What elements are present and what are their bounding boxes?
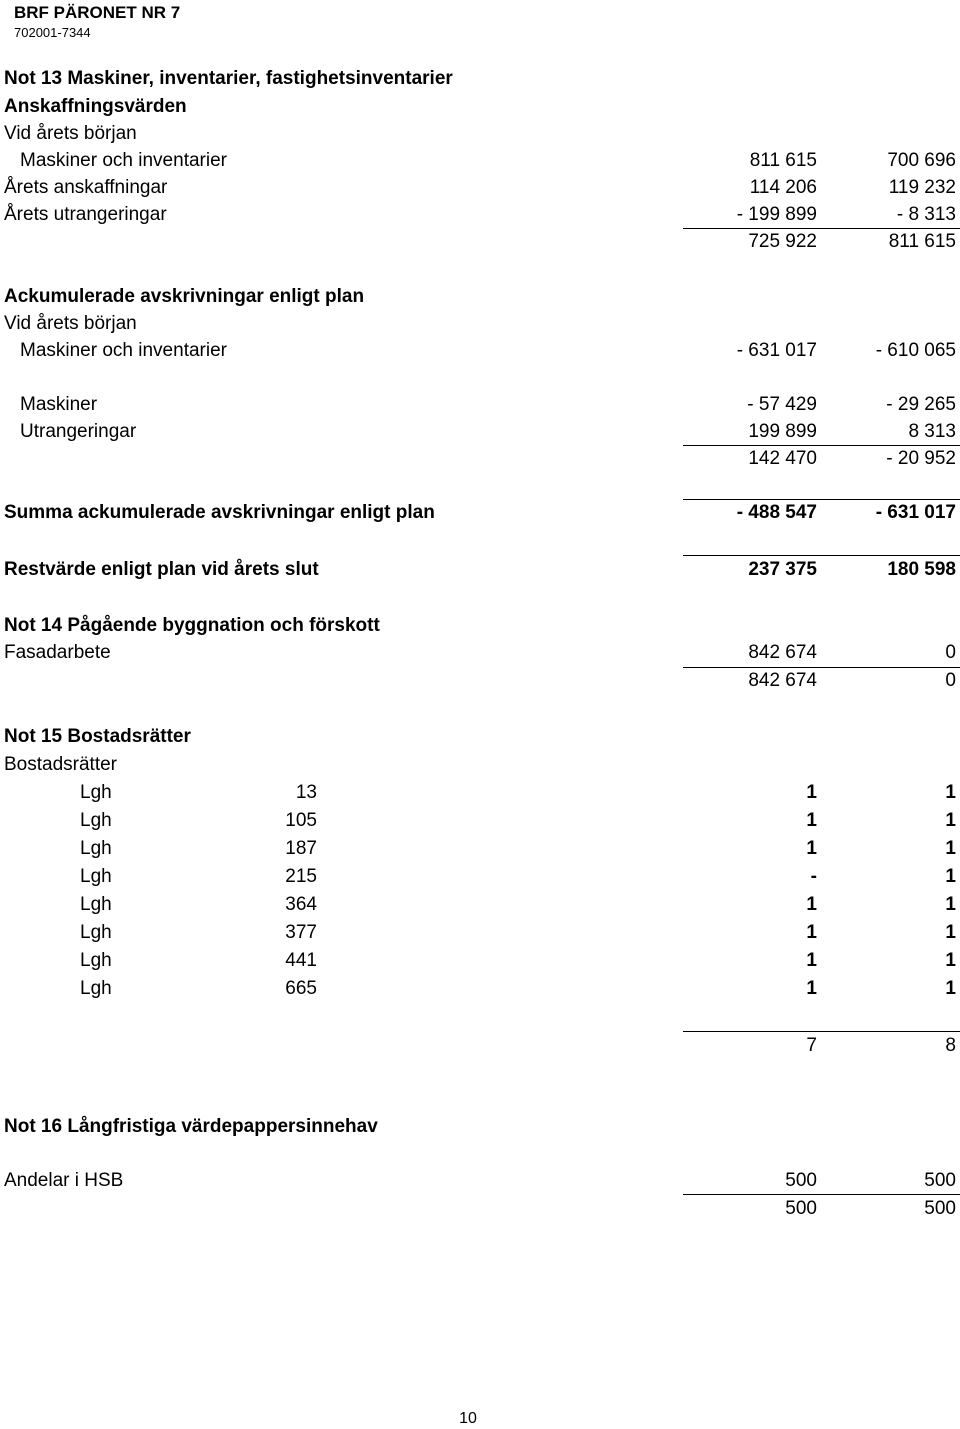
acq-heading-row: [0, 94, 960, 120]
row-label: Maskiner och inventarier: [20, 340, 227, 361]
value-current: 199 899: [748, 421, 817, 442]
note15-sub-row: [0, 752, 960, 778]
note15-heading: Not 15 Bostadsrätter: [4, 726, 191, 747]
acq-heading: Anskaffningsvärden: [4, 96, 187, 117]
value-previous: 119 232: [888, 177, 956, 198]
apartment-number: 441: [285, 950, 317, 971]
apartment-label: Lgh: [80, 866, 112, 887]
value-previous: - 20 952: [886, 448, 956, 469]
company-name: BRF PÄRONET NR 7: [14, 3, 181, 22]
value-current: 1: [806, 782, 817, 803]
value-current: - 488 547: [736, 502, 817, 523]
row-label: Fasadarbete: [4, 642, 111, 663]
dep-row: [0, 392, 960, 418]
apartment-number: 187: [285, 838, 317, 859]
apartment-number: 215: [285, 866, 317, 887]
row-label: Årets utrangeringar: [4, 204, 167, 225]
value-current: 500: [785, 1170, 817, 1191]
note16-heading: Not 16 Långfristiga värdepappersinnehav: [4, 1116, 378, 1137]
value-previous: 500: [924, 1170, 956, 1191]
apartment-label: Lgh: [80, 782, 112, 803]
dep-row: [0, 419, 960, 445]
value-current: - 57 429: [747, 394, 817, 415]
apartment-number: 364: [285, 894, 317, 915]
dep-subtotal-row: [0, 446, 960, 472]
value-current: - 199 899: [736, 204, 817, 225]
value-current: 842 674: [748, 642, 817, 663]
org-number: 702001-7344: [14, 25, 91, 40]
apartment-row: [0, 864, 960, 890]
note14-heading: Not 14 Pågående byggnation och förskott: [4, 615, 380, 636]
note16-total-row: [0, 1196, 960, 1222]
apartment-label: Lgh: [80, 810, 112, 831]
value-previous: 1: [945, 922, 956, 943]
apartment-label: Lgh: [80, 950, 112, 971]
apartment-number: 377: [285, 922, 317, 943]
value-previous: 500: [924, 1198, 956, 1219]
value-current: 842 674: [748, 670, 817, 691]
value-previous: 0: [945, 642, 956, 663]
acq-row: [0, 148, 960, 174]
apartment-row: [0, 948, 960, 974]
value-current: 7: [806, 1035, 817, 1056]
acq-start-label: Vid årets början: [4, 123, 137, 144]
apartment-row: [0, 836, 960, 862]
row-label: Andelar i HSB: [4, 1170, 124, 1191]
apartment-row: [0, 808, 960, 834]
note15-heading-row: [0, 724, 960, 750]
value-current: 1: [806, 894, 817, 915]
dep-start-values-row: [0, 338, 960, 364]
value-previous: 1: [945, 782, 956, 803]
value-current: 725 922: [748, 231, 817, 252]
apartment-row: [0, 920, 960, 946]
apartment-label: Lgh: [80, 894, 112, 915]
apartment-number: 13: [295, 782, 317, 803]
row-label: Maskiner: [20, 394, 98, 415]
value-current: 237 375: [748, 559, 817, 580]
value-previous: 8: [945, 1035, 956, 1056]
value-previous: 1: [945, 894, 956, 915]
value-previous: 1: [945, 866, 956, 887]
acq-row: [0, 202, 960, 228]
row-label: Summa ackumulerade avskrivningar enligt plan: [4, 502, 435, 523]
value-current: 811 615: [749, 150, 817, 171]
row-label: Maskiner och inventarier: [20, 150, 227, 171]
value-current: 114 206: [749, 177, 817, 198]
dep-start-label: Vid årets början: [4, 313, 137, 334]
note14-total-row: [0, 668, 960, 694]
note13-heading: Not 13 Maskiner, inventarier, fastighetsinventarier: [4, 68, 453, 89]
value-previous: 700 696: [887, 150, 956, 171]
note14-row: [0, 640, 960, 666]
dep-start-row: [0, 311, 960, 337]
dep-sum-row: [0, 500, 960, 526]
value-current: -: [810, 866, 817, 887]
apartment-label: Lgh: [80, 922, 112, 943]
note14-heading-row: [0, 613, 960, 639]
apartment-label: Lgh: [80, 838, 112, 859]
value-previous: 8 313: [908, 421, 956, 442]
value-previous: - 29 265: [886, 394, 956, 415]
value-previous: - 631 017: [875, 502, 956, 523]
value-previous: - 610 065: [875, 340, 956, 361]
value-current: 1: [806, 922, 817, 943]
note16-heading-row: [0, 1114, 960, 1140]
value-previous: 180 598: [887, 559, 956, 580]
dep-heading-row: [0, 284, 960, 310]
value-previous: 0: [945, 670, 956, 691]
value-previous: 1: [945, 978, 956, 999]
value-current: 1: [806, 950, 817, 971]
apartment-number: 105: [285, 810, 317, 831]
page-number: 10: [459, 1410, 477, 1427]
value-previous: 811 615: [888, 231, 956, 252]
note15-sub-label: Bostadsrätter: [4, 754, 117, 775]
value-current: - 631 017: [736, 340, 817, 361]
acq-row: [0, 175, 960, 201]
divider: [683, 1031, 960, 1032]
row-label: Utrangeringar: [20, 421, 137, 442]
value-previous: 1: [945, 810, 956, 831]
acq-start-row: [0, 121, 960, 147]
row-label: Restvärde enligt plan vid årets slut: [4, 559, 319, 580]
value-current: 142 470: [748, 448, 817, 469]
value-current: 1: [806, 978, 817, 999]
apartment-label: Lgh: [80, 978, 112, 999]
note16-row: [0, 1168, 960, 1194]
divider: [683, 1194, 960, 1195]
dep-heading: Ackumulerade avskrivningar enligt plan: [4, 286, 365, 307]
note15-total-row: [0, 1033, 960, 1059]
residual-row: [0, 557, 960, 583]
divider: [683, 555, 960, 556]
acq-total-row: [0, 229, 960, 255]
apartment-row: [0, 892, 960, 918]
apartment-row: [0, 976, 960, 1002]
value-previous: 1: [945, 950, 956, 971]
value-current: 500: [785, 1198, 817, 1219]
row-label: Årets anskaffningar: [4, 177, 168, 198]
value-current: 1: [806, 810, 817, 831]
value-previous: 1: [945, 838, 956, 859]
apartment-number: 665: [285, 978, 317, 999]
apartment-row: [0, 780, 960, 806]
value-current: 1: [806, 838, 817, 859]
value-previous: - 8 313: [896, 204, 956, 225]
note13-heading-row: [0, 66, 960, 92]
